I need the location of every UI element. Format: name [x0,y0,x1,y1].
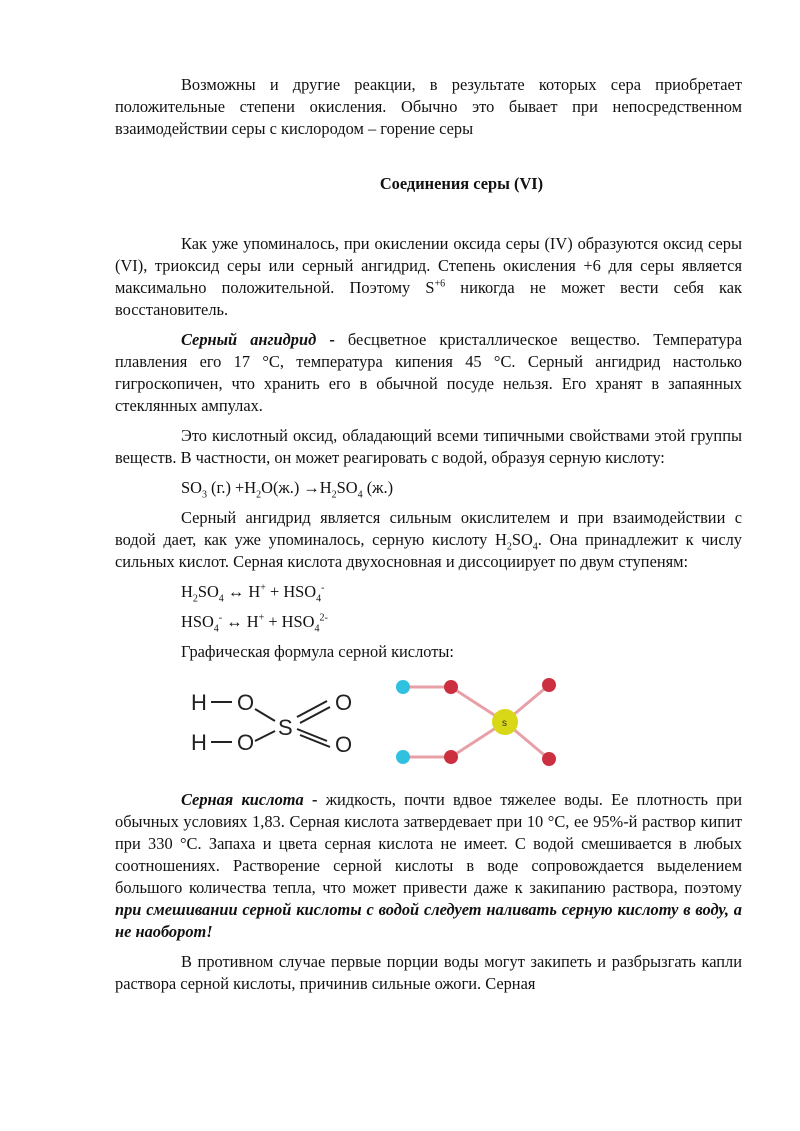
subscript: 2 [192,593,198,605]
superscript: - [321,582,325,594]
atom-o-top-left: O [237,690,255,715]
term-sulfuric-acid: Серная кислота [181,790,304,809]
dash: - [303,790,326,809]
paragraph-sulfur-trioxide [115,329,742,417]
eq-part: H [181,582,193,601]
bond-o-s-bottom [255,731,275,741]
eq-part: ↔ H [222,612,259,631]
superscript: 2- [319,612,328,624]
subscript: 4 [218,593,224,605]
eq-part: SO [181,478,202,497]
oxygen-atom [542,678,556,692]
oxygen-atom [444,750,458,764]
atom-s: S [278,715,293,740]
subscript: 2 [506,541,512,553]
oxygen-atom [444,680,458,694]
oxygen-atom [542,752,556,766]
eq-part: (ж.) [362,478,394,497]
superscript: +6 [434,278,446,290]
subscript: 4 [532,541,538,553]
paragraph-intro: Возможны и другие реакции, в результате которых сера приобретает положительные степени окисления. Обычно это бывает при непосредственном взаимодействии серы с кислородом – горение серы [115,75,742,138]
bond-o-s-top [255,709,275,721]
subscript: 4 [213,623,219,635]
double-bond-top-a [297,701,327,717]
superscript: - [218,612,223,624]
dash: - [316,330,348,349]
text: SO [511,530,533,549]
atom-o-bottom-left: O [237,730,255,755]
eq-part: SO [197,582,219,601]
eq-part: ↔ H [223,582,261,601]
equation-so3-water [115,477,742,499]
eq-part: + HSO [264,612,315,631]
subscript: 3 [201,489,207,501]
ball-and-stick-model [393,673,583,769]
atom-o-bottom-right: O [335,732,353,757]
text: Серный ангидрид является сильным окислителем и при взаимодействии с водой дает, как уже упоминалось, серную кислоту H [115,508,742,549]
atom-h-bottom: H [191,730,207,755]
text: никогда не может вести себя как восстановитель. [115,278,742,319]
subscript: 4 [316,593,322,605]
term-sulfuric-anhydride: Серный ангидрид [181,330,317,349]
eq-part: + HSO [265,582,317,601]
subscript: 4 [314,623,320,635]
superscript: + [258,612,265,624]
sulfur-label: s [502,718,507,729]
equation-dissociation-step2 [115,611,742,633]
hydrogen-atom [396,750,410,764]
document-page [115,74,742,995]
hydrogen-atom [396,680,410,694]
subscript: 2 [256,489,262,501]
eq-part: O(ж.) →H [261,478,332,497]
eq-part: SO [336,478,358,497]
eq-part: HSO [181,612,214,631]
paragraph-sulfuric-acid [115,789,742,943]
atom-h-top: H [191,690,207,715]
superscript: + [260,582,266,594]
equation-dissociation-step1 [115,581,742,603]
section-heading: Соединения серы (VI) [379,174,544,193]
atom-o-top-right: O [335,690,353,715]
figures-row [115,673,742,781]
structural-formula-diagram [189,679,369,775]
paragraph-warning: В противном случае первые порции воды могут закипеть и разбрызгать капли раствора серной кислоты, причинив сильные ожоги. Серная [115,952,742,993]
paragraph-acid-oxide: Это кислотный оксид, обладающий всеми типичными свойствами этой группы веществ. В частности, он может реагировать с водой, образуя серную кислоту: [115,426,742,467]
safety-rule: при смешивании серной кислоты с водой следует наливать серную кислоту в воду, а не наоборот! [115,900,742,941]
subscript: 2 [331,489,337,501]
double-bond-top-b [300,707,330,723]
paragraph-strong-oxidizer [115,507,742,573]
eq-part: (г.) +H [206,478,257,497]
subscript: 4 [357,489,363,501]
text: . Она принадлежит к числу сильных кислот. Серная кислота двухосновная и диссоциирует по двум ступеням: [115,530,742,571]
text: жидкость, почти вдвое тяжелее воды. Ее плотность при обычных условиях 1,83. Серная кислота затвердевает при 10 °C, ее 95%-й раствор кипит при 330 °C. Запаха и цвета серная кислота не имеет. С водой смешивается в любых соотношениях. Растворение серной кислоты в воде сопровождается выделением большого количества тепла, что может привести даже к закипанию раствора, поэтому [115,790,743,897]
paragraph-oxidation-state [115,233,742,321]
text: Как уже упоминалось, при окислении оксида серы (IV) образуются оксид серы (VI), триоксид серы или серный ангидрид. Степень окисления +6 для серы является максимально положительной. Поэтому S [115,234,742,297]
paragraph-graphic-formula-caption: Графическая формула серной кислоты: [181,642,454,661]
text: бесцветное кристаллическое вещество. Температура плавления его 17 °C, температура кипения 45 °C. Серный ангидрид настолько гигроскопичен, что хранить его в обычной посуде нельзя. Его хранят в запаянных стеклянных ампулах. [115,330,742,415]
